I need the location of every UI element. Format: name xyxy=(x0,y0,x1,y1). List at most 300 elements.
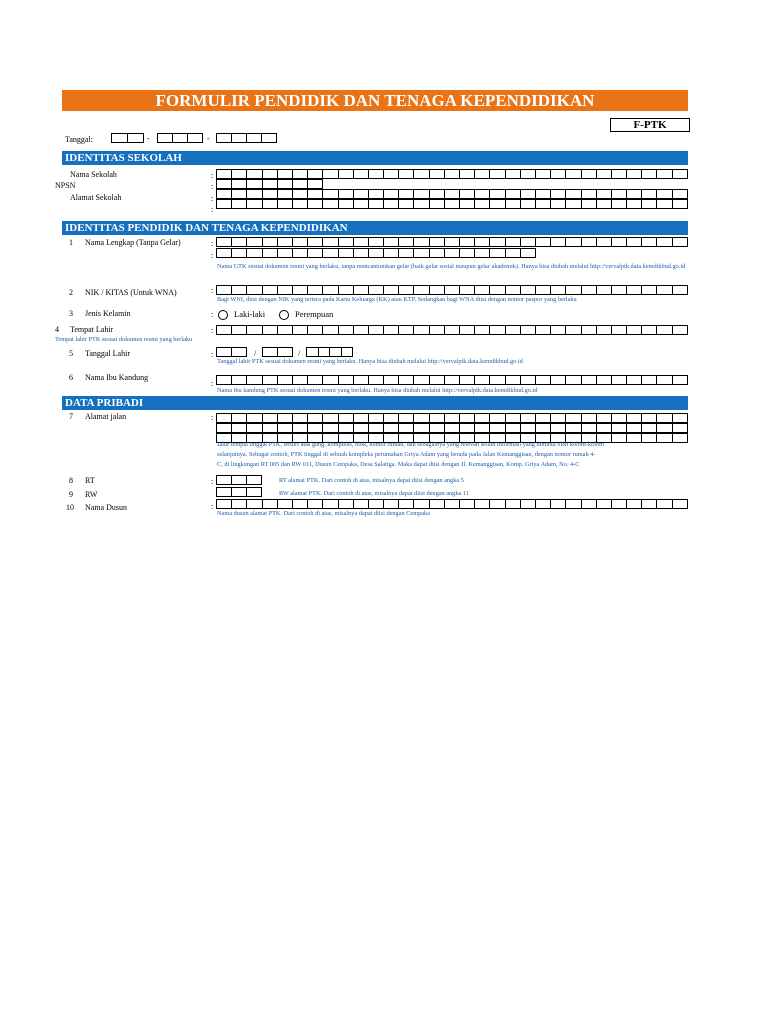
char-box[interactable] xyxy=(612,499,627,509)
char-box[interactable] xyxy=(597,499,612,509)
char-box[interactable] xyxy=(612,169,627,179)
char-box[interactable] xyxy=(217,199,232,209)
char-box[interactable] xyxy=(582,169,597,179)
char-box[interactable] xyxy=(384,237,399,247)
char-box[interactable] xyxy=(460,189,475,199)
char-box[interactable] xyxy=(323,423,338,433)
char-box[interactable] xyxy=(551,325,566,335)
char-box[interactable] xyxy=(278,237,293,247)
char-box[interactable] xyxy=(354,199,369,209)
char-box[interactable] xyxy=(612,325,627,335)
tgl-lahir-year-field[interactable] xyxy=(306,347,353,357)
char-box[interactable] xyxy=(369,285,384,295)
npsn-field[interactable] xyxy=(216,179,323,189)
char-box[interactable] xyxy=(490,375,505,385)
char-box[interactable] xyxy=(460,375,475,385)
char-box[interactable] xyxy=(536,499,551,509)
char-box[interactable] xyxy=(369,413,384,423)
alamat-jalan-field-2[interactable] xyxy=(216,423,688,433)
char-box[interactable] xyxy=(551,499,566,509)
char-box[interactable] xyxy=(173,133,188,143)
char-box[interactable] xyxy=(642,423,657,433)
char-box[interactable] xyxy=(158,133,173,143)
char-box[interactable] xyxy=(247,237,262,247)
char-box[interactable] xyxy=(627,375,642,385)
char-box[interactable] xyxy=(460,325,475,335)
char-box[interactable] xyxy=(293,169,308,179)
char-box[interactable] xyxy=(657,237,672,247)
char-box[interactable] xyxy=(566,285,581,295)
char-box[interactable] xyxy=(506,237,521,247)
char-box[interactable] xyxy=(657,499,672,509)
char-box[interactable] xyxy=(642,237,657,247)
char-box[interactable] xyxy=(247,179,262,189)
char-box[interactable] xyxy=(506,169,521,179)
char-box[interactable] xyxy=(278,423,293,433)
char-box[interactable] xyxy=(430,413,445,423)
char-box[interactable] xyxy=(612,237,627,247)
char-box[interactable] xyxy=(506,285,521,295)
char-box[interactable] xyxy=(612,433,627,443)
char-box[interactable] xyxy=(445,325,460,335)
char-box[interactable] xyxy=(414,189,429,199)
char-box[interactable] xyxy=(278,199,293,209)
char-box[interactable] xyxy=(673,325,688,335)
char-box[interactable] xyxy=(330,347,342,357)
char-box[interactable] xyxy=(673,413,688,423)
char-box[interactable] xyxy=(490,325,505,335)
date-year-field[interactable] xyxy=(216,133,277,143)
char-box[interactable] xyxy=(657,325,672,335)
char-box[interactable] xyxy=(521,285,536,295)
char-box[interactable] xyxy=(673,189,688,199)
char-box[interactable] xyxy=(278,499,293,509)
char-box[interactable] xyxy=(323,169,338,179)
char-box[interactable] xyxy=(566,189,581,199)
char-box[interactable] xyxy=(354,285,369,295)
char-box[interactable] xyxy=(232,475,247,485)
char-box[interactable] xyxy=(339,199,354,209)
char-box[interactable] xyxy=(293,413,308,423)
char-box[interactable] xyxy=(460,248,475,258)
char-box[interactable] xyxy=(232,248,247,258)
char-box[interactable] xyxy=(308,413,323,423)
char-box[interactable] xyxy=(627,325,642,335)
char-box[interactable] xyxy=(278,285,293,295)
char-box[interactable] xyxy=(657,285,672,295)
char-box[interactable] xyxy=(551,237,566,247)
char-box[interactable] xyxy=(445,413,460,423)
char-box[interactable] xyxy=(460,413,475,423)
char-box[interactable] xyxy=(430,237,445,247)
char-box[interactable] xyxy=(673,423,688,433)
char-box[interactable] xyxy=(217,325,232,335)
char-box[interactable] xyxy=(112,133,128,143)
char-box[interactable] xyxy=(263,499,278,509)
char-box[interactable] xyxy=(536,375,551,385)
char-box[interactable] xyxy=(521,423,536,433)
char-box[interactable] xyxy=(217,248,232,258)
char-box[interactable] xyxy=(597,325,612,335)
char-box[interactable] xyxy=(551,423,566,433)
char-box[interactable] xyxy=(369,375,384,385)
char-box[interactable] xyxy=(445,248,460,258)
char-box[interactable] xyxy=(657,199,672,209)
char-box[interactable] xyxy=(399,375,414,385)
char-box[interactable] xyxy=(263,248,278,258)
char-box[interactable] xyxy=(642,375,657,385)
char-box[interactable] xyxy=(414,285,429,295)
char-box[interactable] xyxy=(475,199,490,209)
char-box[interactable] xyxy=(217,189,232,199)
char-box[interactable] xyxy=(232,499,247,509)
char-box[interactable] xyxy=(506,199,521,209)
char-box[interactable] xyxy=(521,499,536,509)
char-box[interactable] xyxy=(627,413,642,423)
char-box[interactable] xyxy=(642,413,657,423)
char-box[interactable] xyxy=(582,237,597,247)
char-box[interactable] xyxy=(536,189,551,199)
char-box[interactable] xyxy=(566,169,581,179)
char-box[interactable] xyxy=(354,237,369,247)
char-box[interactable] xyxy=(263,423,278,433)
char-box[interactable] xyxy=(430,248,445,258)
char-box[interactable] xyxy=(460,423,475,433)
char-box[interactable] xyxy=(673,433,688,443)
rw-field[interactable] xyxy=(216,487,262,497)
char-box[interactable] xyxy=(642,199,657,209)
char-box[interactable] xyxy=(627,189,642,199)
char-box[interactable] xyxy=(597,285,612,295)
char-box[interactable] xyxy=(323,325,338,335)
alamat-sekolah-field-2[interactable] xyxy=(216,199,688,209)
char-box[interactable] xyxy=(263,189,278,199)
char-box[interactable] xyxy=(247,487,262,497)
char-box[interactable] xyxy=(582,423,597,433)
char-box[interactable] xyxy=(323,237,338,247)
char-box[interactable] xyxy=(521,169,536,179)
char-box[interactable] xyxy=(490,189,505,199)
char-box[interactable] xyxy=(384,199,399,209)
char-box[interactable] xyxy=(293,285,308,295)
char-box[interactable] xyxy=(247,285,262,295)
char-box[interactable] xyxy=(551,285,566,295)
char-box[interactable] xyxy=(430,285,445,295)
char-box[interactable] xyxy=(475,375,490,385)
char-box[interactable] xyxy=(247,169,262,179)
char-box[interactable] xyxy=(597,413,612,423)
char-box[interactable] xyxy=(293,199,308,209)
char-box[interactable] xyxy=(430,499,445,509)
char-box[interactable] xyxy=(445,237,460,247)
char-box[interactable] xyxy=(460,169,475,179)
char-box[interactable] xyxy=(384,413,399,423)
char-box[interactable] xyxy=(521,199,536,209)
char-box[interactable] xyxy=(247,199,262,209)
char-box[interactable] xyxy=(399,499,414,509)
char-box[interactable] xyxy=(566,423,581,433)
char-box[interactable] xyxy=(475,499,490,509)
char-box[interactable] xyxy=(582,189,597,199)
char-box[interactable] xyxy=(399,413,414,423)
char-box[interactable] xyxy=(521,189,536,199)
char-box[interactable] xyxy=(308,325,323,335)
char-box[interactable] xyxy=(566,325,581,335)
char-box[interactable] xyxy=(278,248,293,258)
char-box[interactable] xyxy=(247,499,262,509)
char-box[interactable] xyxy=(354,375,369,385)
char-box[interactable] xyxy=(232,423,247,433)
char-box[interactable] xyxy=(232,169,247,179)
alamat-sekolah-field-1[interactable] xyxy=(216,189,688,199)
char-box[interactable] xyxy=(247,475,262,485)
char-box[interactable] xyxy=(369,169,384,179)
char-box[interactable] xyxy=(490,169,505,179)
char-box[interactable] xyxy=(354,189,369,199)
char-box[interactable] xyxy=(339,248,354,258)
char-box[interactable] xyxy=(506,189,521,199)
char-box[interactable] xyxy=(490,413,505,423)
char-box[interactable] xyxy=(506,248,521,258)
char-box[interactable] xyxy=(490,499,505,509)
char-box[interactable] xyxy=(354,499,369,509)
char-box[interactable] xyxy=(627,237,642,247)
char-box[interactable] xyxy=(657,413,672,423)
char-box[interactable] xyxy=(128,133,144,143)
char-box[interactable] xyxy=(323,413,338,423)
char-box[interactable] xyxy=(627,199,642,209)
char-box[interactable] xyxy=(307,347,319,357)
char-box[interactable] xyxy=(445,169,460,179)
char-box[interactable] xyxy=(445,375,460,385)
char-box[interactable] xyxy=(188,133,203,143)
char-box[interactable] xyxy=(354,248,369,258)
char-box[interactable] xyxy=(475,413,490,423)
char-box[interactable] xyxy=(673,169,688,179)
char-box[interactable] xyxy=(627,423,642,433)
char-box[interactable] xyxy=(566,199,581,209)
char-box[interactable] xyxy=(430,423,445,433)
char-box[interactable] xyxy=(384,375,399,385)
char-box[interactable] xyxy=(262,133,277,143)
char-box[interactable] xyxy=(414,413,429,423)
char-box[interactable] xyxy=(354,169,369,179)
char-box[interactable] xyxy=(597,189,612,199)
char-box[interactable] xyxy=(263,199,278,209)
char-box[interactable] xyxy=(414,169,429,179)
nama-lengkap-field-1[interactable] xyxy=(216,237,688,247)
char-box[interactable] xyxy=(232,179,247,189)
ibu-kandung-field[interactable] xyxy=(216,375,688,385)
char-box[interactable] xyxy=(399,248,414,258)
char-box[interactable] xyxy=(399,325,414,335)
char-box[interactable] xyxy=(475,423,490,433)
char-box[interactable] xyxy=(354,413,369,423)
char-box[interactable] xyxy=(582,499,597,509)
char-box[interactable] xyxy=(369,189,384,199)
char-box[interactable] xyxy=(308,199,323,209)
char-box[interactable] xyxy=(582,413,597,423)
char-box[interactable] xyxy=(490,248,505,258)
char-box[interactable] xyxy=(460,285,475,295)
char-box[interactable] xyxy=(399,423,414,433)
char-box[interactable] xyxy=(308,189,323,199)
char-box[interactable] xyxy=(430,169,445,179)
char-box[interactable] xyxy=(475,237,490,247)
char-box[interactable] xyxy=(369,499,384,509)
char-box[interactable] xyxy=(673,375,688,385)
char-box[interactable] xyxy=(445,423,460,433)
char-box[interactable] xyxy=(217,423,232,433)
char-box[interactable] xyxy=(217,499,232,509)
char-box[interactable] xyxy=(673,199,688,209)
char-box[interactable] xyxy=(414,237,429,247)
char-box[interactable] xyxy=(536,423,551,433)
char-box[interactable] xyxy=(278,347,293,357)
char-box[interactable] xyxy=(339,325,354,335)
char-box[interactable] xyxy=(308,169,323,179)
char-box[interactable] xyxy=(536,237,551,247)
char-box[interactable] xyxy=(490,285,505,295)
char-box[interactable] xyxy=(475,189,490,199)
char-box[interactable] xyxy=(263,237,278,247)
char-box[interactable] xyxy=(414,248,429,258)
char-box[interactable] xyxy=(369,423,384,433)
char-box[interactable] xyxy=(612,199,627,209)
char-box[interactable] xyxy=(217,169,232,179)
char-box[interactable] xyxy=(582,285,597,295)
char-box[interactable] xyxy=(612,423,627,433)
radio-perempuan[interactable] xyxy=(279,309,333,320)
char-box[interactable] xyxy=(293,248,308,258)
char-box[interactable] xyxy=(342,347,354,357)
char-box[interactable] xyxy=(566,499,581,509)
char-box[interactable] xyxy=(339,423,354,433)
char-box[interactable] xyxy=(597,199,612,209)
char-box[interactable] xyxy=(232,325,247,335)
char-box[interactable] xyxy=(566,237,581,247)
char-box[interactable] xyxy=(445,189,460,199)
char-box[interactable] xyxy=(263,325,278,335)
char-box[interactable] xyxy=(247,375,262,385)
char-box[interactable] xyxy=(642,285,657,295)
char-box[interactable] xyxy=(399,169,414,179)
char-box[interactable] xyxy=(319,347,331,357)
char-box[interactable] xyxy=(323,199,338,209)
char-box[interactable] xyxy=(551,199,566,209)
char-box[interactable] xyxy=(475,325,490,335)
char-box[interactable] xyxy=(642,433,657,443)
char-box[interactable] xyxy=(490,423,505,433)
char-box[interactable] xyxy=(612,285,627,295)
char-box[interactable] xyxy=(384,325,399,335)
char-box[interactable] xyxy=(369,248,384,258)
char-box[interactable] xyxy=(414,499,429,509)
char-box[interactable] xyxy=(430,375,445,385)
char-box[interactable] xyxy=(232,375,247,385)
char-box[interactable] xyxy=(247,413,262,423)
rt-field[interactable] xyxy=(216,475,262,485)
char-box[interactable] xyxy=(217,475,232,485)
char-box[interactable] xyxy=(399,285,414,295)
char-box[interactable] xyxy=(430,325,445,335)
char-box[interactable] xyxy=(521,248,536,258)
char-box[interactable] xyxy=(506,375,521,385)
char-box[interactable] xyxy=(627,499,642,509)
date-day-field[interactable] xyxy=(111,133,144,143)
char-box[interactable] xyxy=(521,237,536,247)
char-box[interactable] xyxy=(430,199,445,209)
char-box[interactable] xyxy=(551,189,566,199)
tempat-lahir-field[interactable] xyxy=(216,325,688,335)
char-box[interactable] xyxy=(566,413,581,423)
char-box[interactable] xyxy=(308,237,323,247)
char-box[interactable] xyxy=(354,423,369,433)
char-box[interactable] xyxy=(551,375,566,385)
char-box[interactable] xyxy=(399,199,414,209)
char-box[interactable] xyxy=(339,237,354,247)
char-box[interactable] xyxy=(247,133,262,143)
char-box[interactable] xyxy=(278,375,293,385)
char-box[interactable] xyxy=(673,237,688,247)
char-box[interactable] xyxy=(521,413,536,423)
radio-circle-icon[interactable] xyxy=(279,310,289,320)
char-box[interactable] xyxy=(414,375,429,385)
char-box[interactable] xyxy=(308,375,323,385)
nama-sekolah-field[interactable] xyxy=(216,169,688,179)
char-box[interactable] xyxy=(308,499,323,509)
char-box[interactable] xyxy=(232,133,247,143)
char-box[interactable] xyxy=(657,433,672,443)
char-box[interactable] xyxy=(293,237,308,247)
char-box[interactable] xyxy=(384,285,399,295)
char-box[interactable] xyxy=(369,199,384,209)
char-box[interactable] xyxy=(247,325,262,335)
char-box[interactable] xyxy=(232,237,247,247)
char-box[interactable] xyxy=(232,285,247,295)
char-box[interactable] xyxy=(673,285,688,295)
char-box[interactable] xyxy=(384,169,399,179)
char-box[interactable] xyxy=(460,237,475,247)
char-box[interactable] xyxy=(293,423,308,433)
date-month-field[interactable] xyxy=(157,133,203,143)
char-box[interactable] xyxy=(232,199,247,209)
char-box[interactable] xyxy=(293,499,308,509)
char-box[interactable] xyxy=(354,325,369,335)
char-box[interactable] xyxy=(657,189,672,199)
char-box[interactable] xyxy=(582,375,597,385)
char-box[interactable] xyxy=(247,248,262,258)
char-box[interactable] xyxy=(217,413,232,423)
char-box[interactable] xyxy=(642,499,657,509)
char-box[interactable] xyxy=(430,189,445,199)
char-box[interactable] xyxy=(217,375,232,385)
char-box[interactable] xyxy=(369,325,384,335)
char-box[interactable] xyxy=(247,189,262,199)
char-box[interactable] xyxy=(217,285,232,295)
char-box[interactable] xyxy=(627,433,642,443)
char-box[interactable] xyxy=(293,375,308,385)
char-box[interactable] xyxy=(308,248,323,258)
char-box[interactable] xyxy=(339,499,354,509)
char-box[interactable] xyxy=(247,423,262,433)
char-box[interactable] xyxy=(263,375,278,385)
char-box[interactable] xyxy=(490,237,505,247)
char-box[interactable] xyxy=(475,285,490,295)
char-box[interactable] xyxy=(521,375,536,385)
char-box[interactable] xyxy=(308,179,323,189)
char-box[interactable] xyxy=(536,413,551,423)
